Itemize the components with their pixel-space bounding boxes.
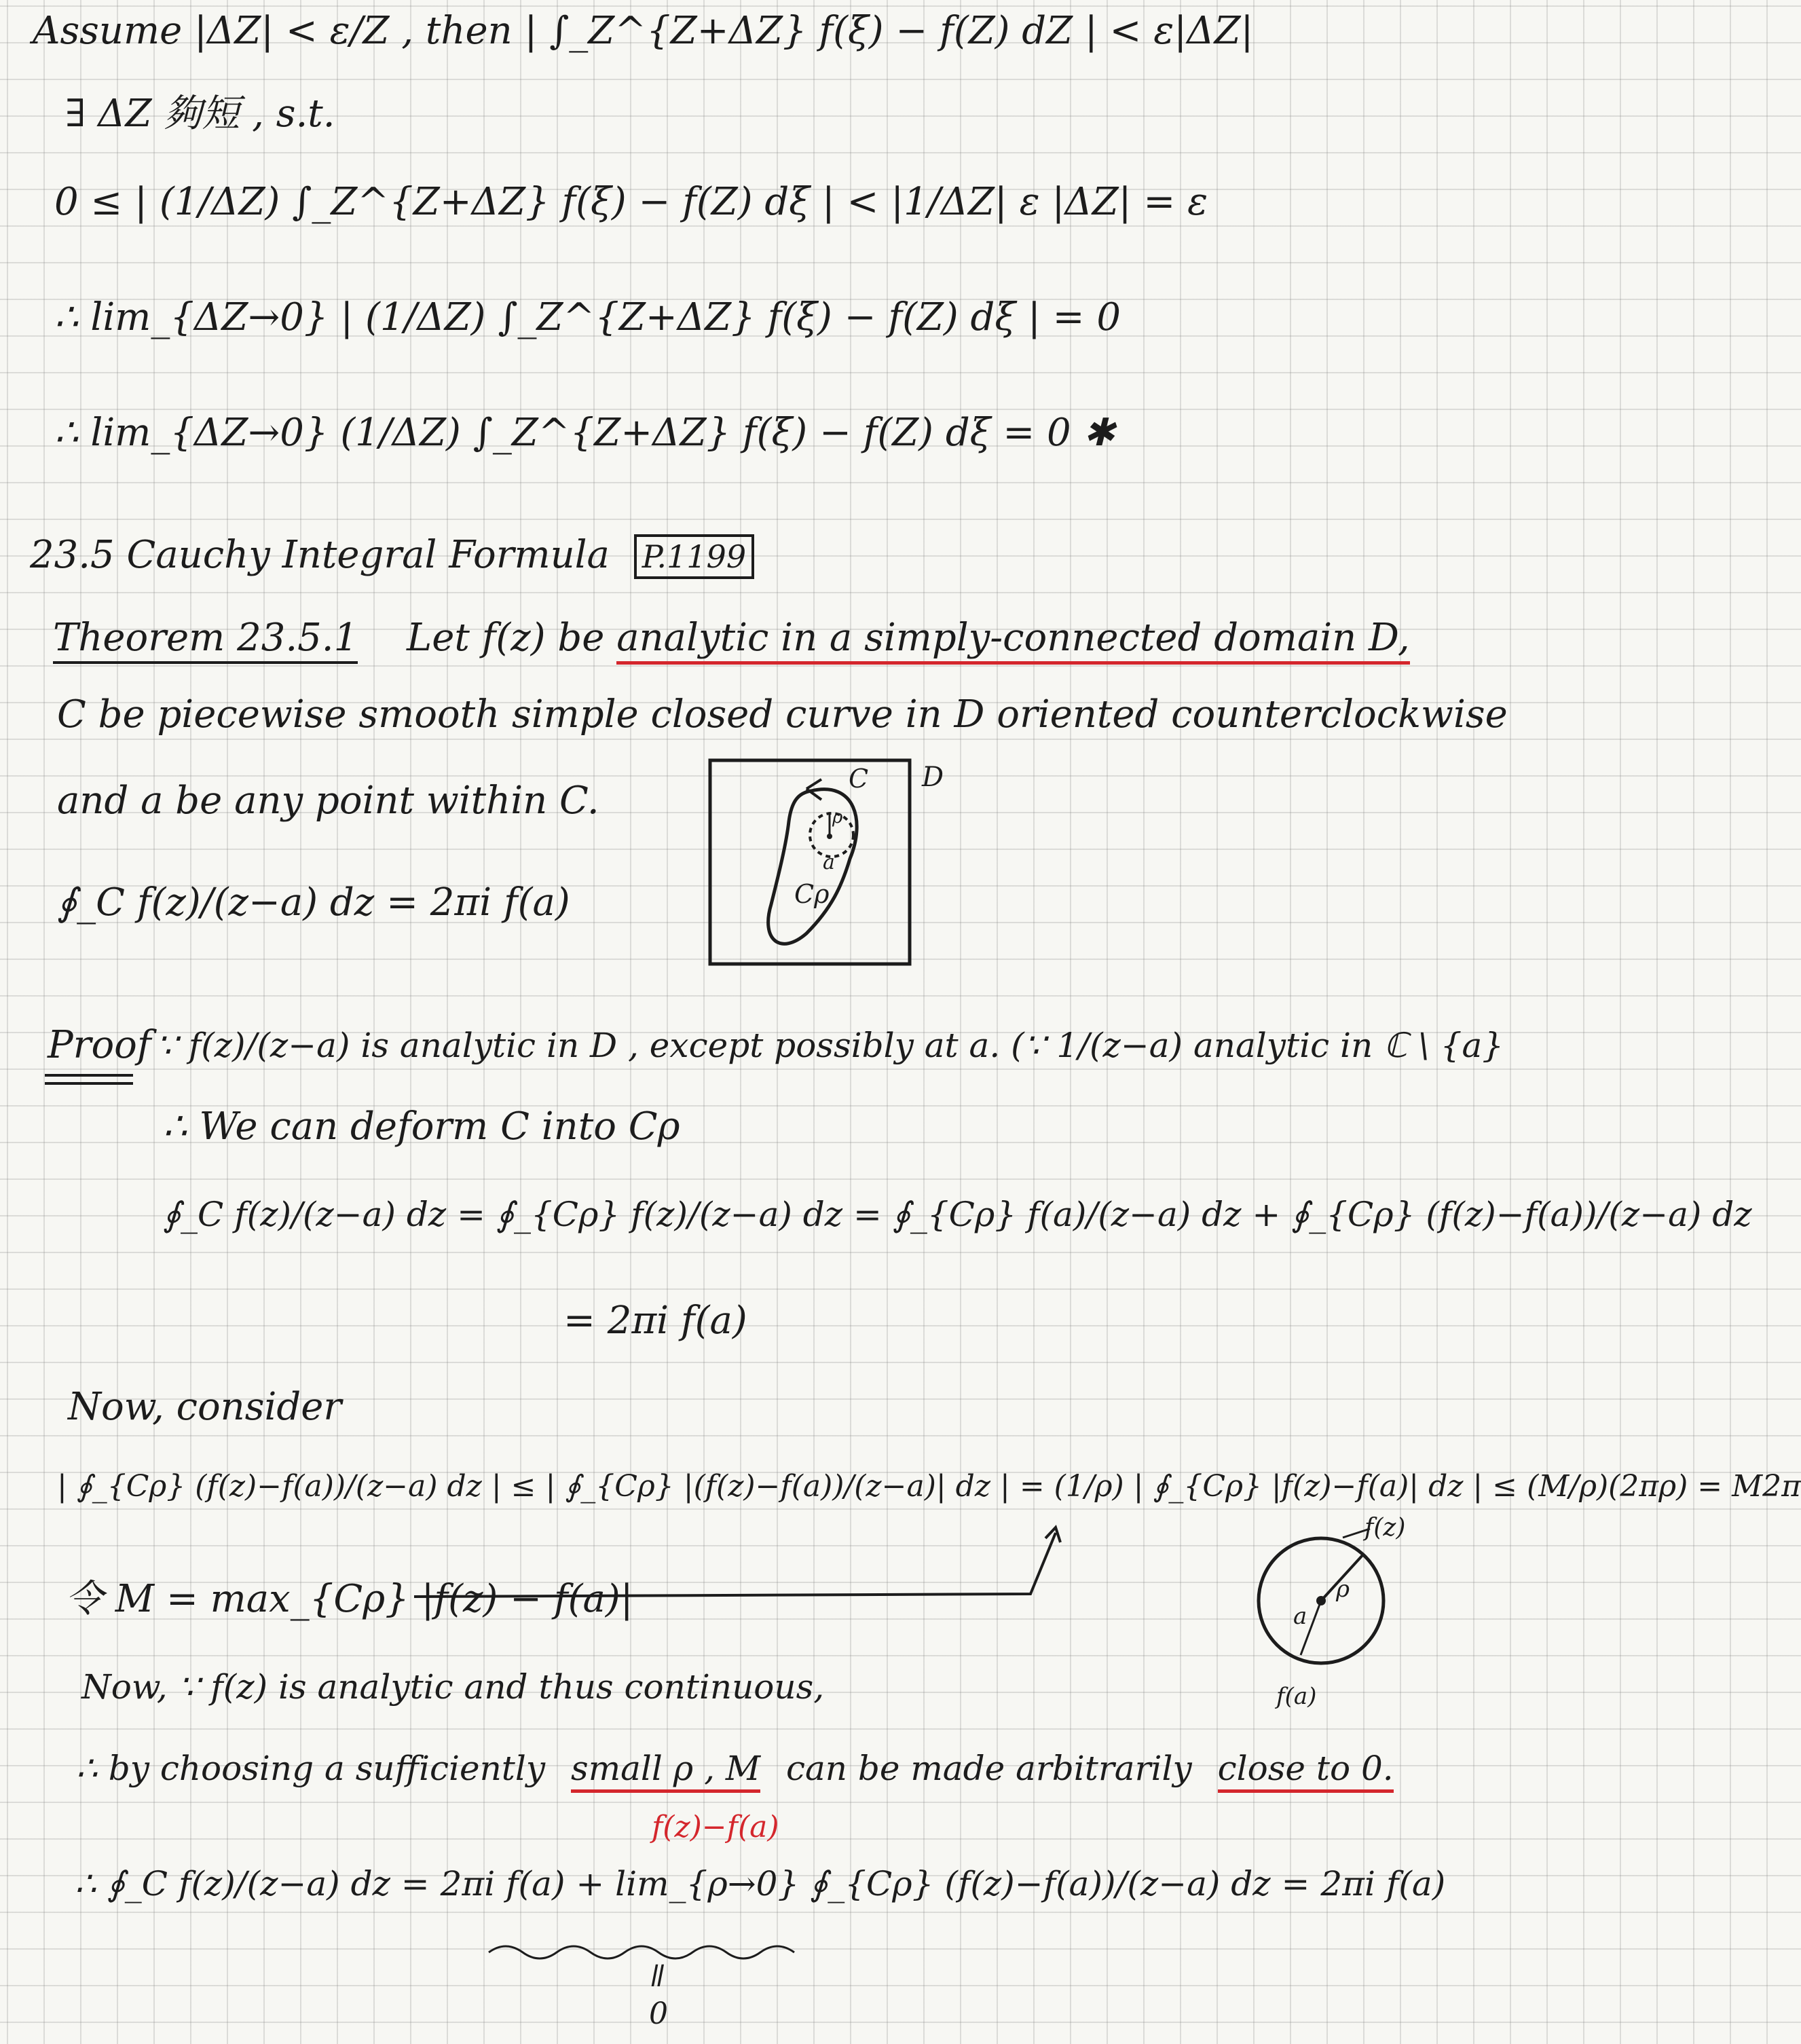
continuity-line: Now, ∵ f(z) is analytic and thus continuous, (81, 1667, 825, 1707)
section-title: 23.5 Cauchy Integral Formula (30, 533, 610, 577)
proof-line-3: ∮_C f(z)/(z−a) dz = ∮_{Cρ} f(z)/(z−a) dz = ∮_{Cρ} f(a)/(z−a) dz + ∮_{Cρ} (f(z)−f(a))/(z−a) dz (163, 1195, 1752, 1234)
proof-line-4: = 2πi f(a) (563, 1299, 747, 1343)
label-rho: ρ (832, 807, 843, 828)
proof-line-1: ∵ f(z)/(z−a) is analytic in D , except possibly at a. (∵ 1/(z−a) analytic in ℂ \ {a} (156, 1026, 1504, 1065)
equals-mark: ǁ (650, 1959, 665, 1994)
proof-line-2: ∴ We can deform C into Cρ (163, 1104, 680, 1149)
line-inequality: 0 ≤ | (1/ΔZ) ∫_Z^{Z+ΔZ} f(ξ) − f(Z) dξ | < |1/ΔZ| ε |ΔZ| = ε (54, 180, 1208, 224)
small-rho-m: small ρ , M (571, 1749, 760, 1793)
label-a: a (823, 851, 835, 874)
red-annotation: f(z)−f(a) (652, 1810, 779, 1844)
label-d: D (922, 762, 944, 793)
theorem-line-2: C be piecewise smooth simple closed curve in D oriented counterclockwise (57, 692, 1508, 737)
theorem-label: Theorem 23.5.1 (53, 619, 358, 664)
label-fz: f(z) (1364, 1514, 1406, 1542)
theorem-text-analytic: analytic in a simply-connected domain D, (616, 616, 1410, 665)
line-limit-result: ∴ lim_{ΔZ→0} (1/ΔZ) ∫_Z^{Z+ΔZ} f(ξ) − f(Z) dξ = 0 ✱ (54, 411, 1115, 455)
page-ref-box: P.1199 (634, 534, 754, 579)
theorem-line-3: and a be any point within C. (57, 779, 599, 823)
final-equation: ∴ ∮_C f(z)/(z−a) dz = 2πi f(a) + lim_{ρ→0} ∮_{Cρ} (f(z)−f(a))/(z−a) dz = 2πi f(a) (75, 1864, 1446, 1903)
label-c: C (849, 764, 869, 794)
zero-result: 0 (649, 1996, 668, 2031)
choosing-text-a: ∴ by choosing a sufficiently (76, 1749, 546, 1788)
choosing-text-b: can be made arbitrarily (785, 1749, 1192, 1788)
theorem-text-a: Let f(z) be (407, 616, 605, 660)
line-limit-abs: ∴ lim_{ΔZ→0} | (1/ΔZ) ∫_Z^{Z+ΔZ} f(ξ) − f(Z) dξ | = 0 (54, 295, 1121, 339)
line-assume: Assume |ΔZ| < ε/Z , then | ∫_Z^{Z+ΔZ} f(ξ) − f(Z) dZ | < ε|ΔZ| (33, 9, 1254, 53)
define-m: 令 M = max_{Cρ} |f(z) − f(a)| (65, 1577, 633, 1621)
proof-label: Proof (48, 1023, 151, 1067)
label-a-small: a (1293, 1603, 1307, 1630)
close-to-zero: close to 0. (1218, 1749, 1394, 1793)
line-exists: ∃ ΔZ 夠短 , s.t. (65, 92, 335, 136)
theorem-formula: ∮_C f(z)/(z−a) dz = 2πi f(a) (57, 880, 570, 925)
now-consider: Now, consider (68, 1385, 342, 1429)
label-fa: f(a) (1276, 1683, 1317, 1710)
estimate-inequality: | ∮_{Cρ} (f(z)−f(a))/(z−a) dz | ≤ | ∮_{Cρ} |(f(z)−f(a))/(z−a)| dz | = (1/ρ) | ∮_{Cρ} |f(z)−f(a)| dz | ≤ (M/ρ)(2πρ) = M2π (57, 1469, 1801, 1504)
label-rho-small: ρ (1336, 1576, 1350, 1603)
label-c-rho: Cρ (794, 879, 830, 909)
